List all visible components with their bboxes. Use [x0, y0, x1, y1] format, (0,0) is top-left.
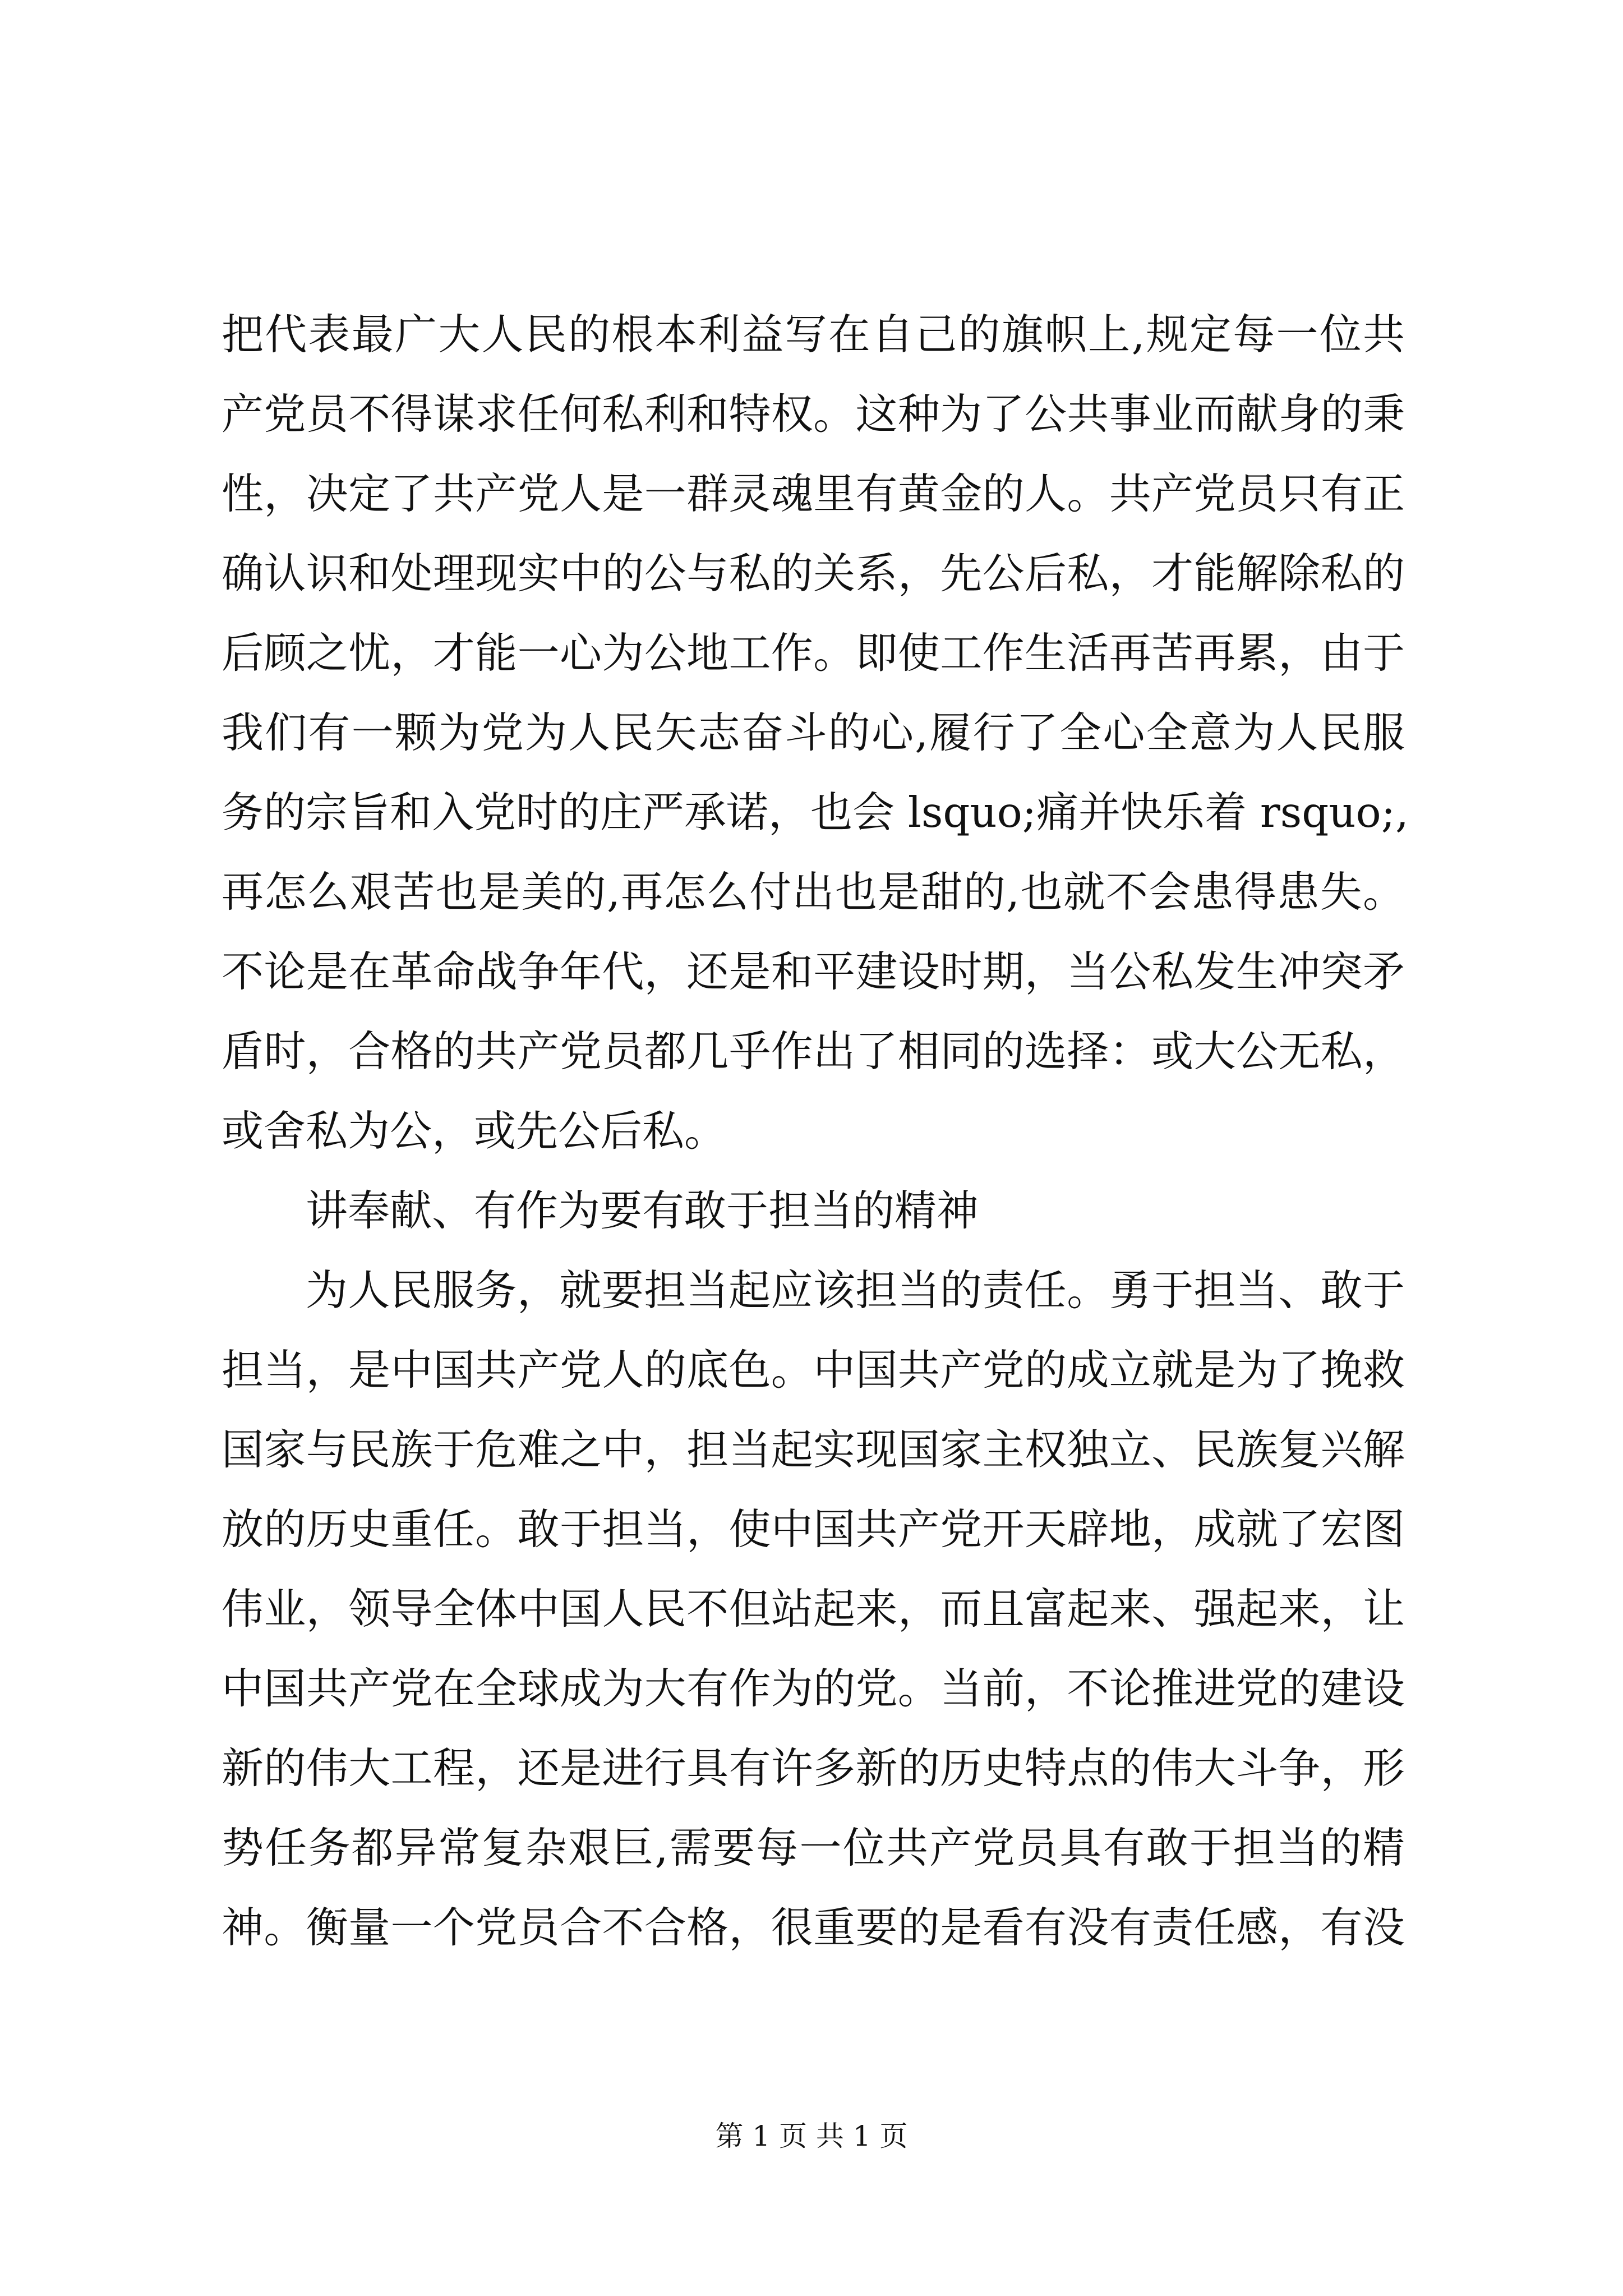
paragraph-line: 性，决定了共产党人是一群灵魂里有黄金的人。共产党员只有正 — [222, 469, 1405, 518]
paragraph-line: 把代表最广大人民的根本利益写在自己的旗帜上,规定每一位共 — [222, 310, 1405, 359]
page-number-footer: 第 1 页 共 1 页 — [715, 2120, 908, 2152]
paragraph-line: 我们有一颗为党为人民矢志奋斗的心,履行了全心全意为人民服 — [222, 708, 1405, 757]
paragraph-line: 再怎么艰苦也是美的,再怎么付出也是甜的,也就不会患得患失。 — [222, 867, 1405, 917]
paragraph-line: 务的宗旨和入党时的庄严承诺，也会 lsquo;痛并快乐着 rsquo;, — [222, 788, 1409, 837]
paragraph-line: 神。衡量一个党员合不合格，很重要的是看有没有责任感，有没 — [222, 1903, 1405, 1952]
paragraph-line: 国家与民族于危难之中，担当起实现国家主权独立、民族复兴解 — [222, 1425, 1405, 1474]
paragraph-line: 产党员不得谋求任何私利和特权。这种为了公共事业而献身的秉 — [222, 389, 1405, 439]
paragraph-line: 后顾之忧，才能一心为公地工作。即使工作生活再苦再累，由于 — [222, 628, 1405, 678]
paragraph-line: 伟业，领导全体中国人民不但站起来，而且富起来、强起来，让 — [222, 1584, 1405, 1634]
paragraph-line: 盾时，合格的共产党员都几乎作出了相同的选择：或大公无私， — [222, 1027, 1405, 1076]
section-heading: 讲奉献、有作为要有敢于担当的精神 — [306, 1186, 979, 1235]
document-body — [222, 295, 1409, 1967]
paragraph-line: 担当，是中国共产党人的底色。中国共产党的成立就是为了挽救 — [222, 1345, 1405, 1395]
paragraph-line: 确认识和处理现实中的公与私的关系，先公后私，才能解除私的 — [222, 549, 1405, 598]
paragraph-line: 势任务都异常复杂艰巨,需要每一位共产党员具有敢于担当的精 — [222, 1823, 1405, 1872]
paragraph-line: 新的伟大工程，还是进行具有许多新的历史特点的伟大斗争，形 — [222, 1743, 1405, 1793]
paragraph-line: 不论是在革命战争年代，还是和平建设时期，当公私发生冲突矛 — [222, 947, 1405, 996]
paragraph-line: 或舍私为公，或先公后私。 — [222, 1106, 727, 1156]
paragraph-line: 为人民服务，就要担当起应该担当的责任。勇于担当、敢于 — [306, 1266, 1405, 1315]
paragraph-line: 中国共产党在全球成为大有作为的党。当前，不论推进党的建设 — [222, 1664, 1405, 1713]
paragraph-line: 放的历史重任。敢于担当，使中国共产党开天辟地，成就了宏图 — [222, 1504, 1405, 1554]
